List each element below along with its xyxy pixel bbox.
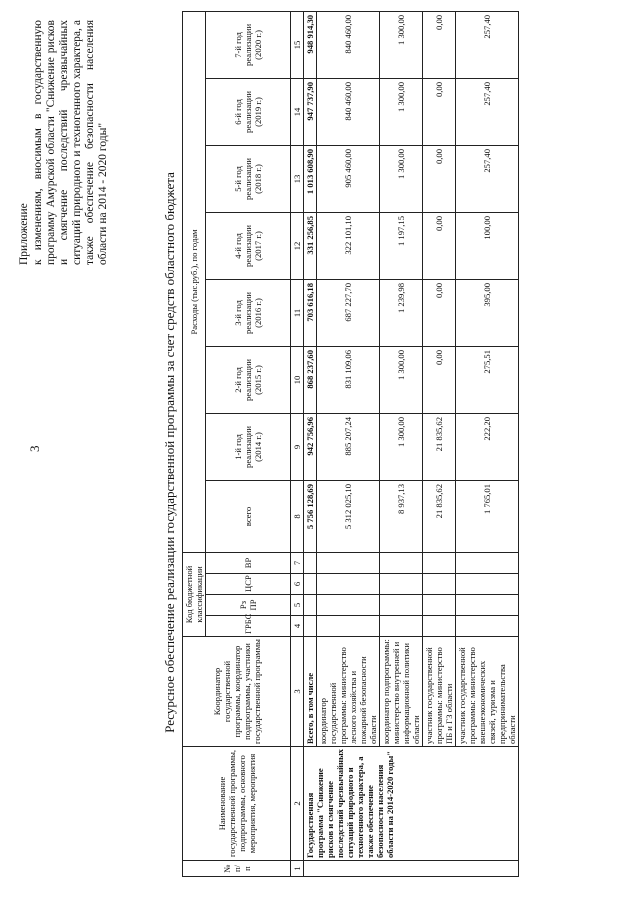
appendix-block: [18, 20, 110, 265]
value-cell: 942 756,96: [304, 413, 317, 480]
coordinator-cell: координатор государственной программы: министерство лесного хозяйства и пожарной безопасности области: [317, 637, 380, 747]
total-cell: 5 312 025,10: [317, 480, 380, 552]
appendix-text: к изменениям, вносимым в государственную программу Амурской области "Снижение рисков и смягчение последствий чрезвычайных ситуаций природного и техногенного характера, а также обеспечение безопасности населения области на 2014 - 2020 годы": [32, 20, 109, 265]
value-cell: 905 460,00: [317, 145, 380, 212]
col-number: 5: [291, 595, 304, 616]
value-cell: 257,40: [456, 145, 519, 212]
col-number: 11: [291, 279, 304, 346]
header-year-1: 1-й год реализации (2014 г.): [206, 413, 291, 480]
value-cell: 703 616,18: [304, 279, 317, 346]
col-number: 7: [291, 552, 304, 573]
header-year-4: 4-й год реализации (2017 г.): [206, 212, 291, 279]
header-year-6: 6-й год реализации (2019 г.): [206, 78, 291, 145]
program-name: Государственная программа "Снижение рисков и смягчение последствий чрезвычайных ситуаций природного и техногенного характера, а также обеспечение безопасности населения области на 2014-2020 годы": [304, 747, 519, 861]
col-number: 2: [291, 747, 304, 861]
value-cell: 100,00: [456, 212, 519, 279]
value-cell: 885 207,24: [317, 413, 380, 480]
header-year-3: 3-й год реализации (2016 г.): [206, 279, 291, 346]
value-cell: 0,00: [423, 279, 456, 346]
value-cell: 222,20: [456, 413, 519, 480]
col-number: 3: [291, 637, 304, 747]
value-cell: 1 300,00: [380, 346, 423, 413]
value-cell: 395,00: [456, 279, 519, 346]
col-number: 9: [291, 413, 304, 480]
coordinator-cell: участник государственной программы: министерство ПБ и ГЗ области: [423, 637, 456, 747]
value-cell: 831 109,06: [317, 346, 380, 413]
header-name: Наименование государственной программы, подпрограммы, основного мероприятия, мероприятия: [183, 747, 291, 861]
col-number: 14: [291, 78, 304, 145]
value-cell: 0,00: [423, 346, 456, 413]
col-number: 6: [291, 574, 304, 595]
value-cell: 0,00: [423, 145, 456, 212]
value-cell: 948 914,30: [304, 11, 317, 78]
total-cell: 1 765,01: [456, 480, 519, 552]
value-cell: 1 300,00: [380, 78, 423, 145]
table-row: [304, 11, 317, 876]
page-number: 3: [27, 445, 42, 452]
value-cell: 1 239,98: [380, 279, 423, 346]
value-cell: 21 835,62: [423, 413, 456, 480]
col-number: 15: [291, 11, 304, 78]
value-cell: 257,40: [456, 78, 519, 145]
value-cell: 331 256,85: [304, 212, 317, 279]
header-rzpr: Рз ПР: [206, 595, 291, 616]
resource-table: [182, 11, 519, 877]
col-number: 13: [291, 145, 304, 212]
value-cell: 0,00: [423, 212, 456, 279]
header-no: № п/п: [183, 861, 291, 877]
value-cell: 1 300,00: [380, 145, 423, 212]
value-cell: 0,00: [423, 78, 456, 145]
value-cell: 1 013 608,90: [304, 145, 317, 212]
row-number: [304, 861, 519, 877]
value-cell: 257,40: [456, 11, 519, 78]
col-number: 4: [291, 616, 304, 637]
table-title: Ресурсное обеспечение реализации государственной программы за счет средств областного бюджета: [162, 172, 177, 733]
value-cell: 275,51: [456, 346, 519, 413]
header-year-5: 5-й год реализации (2018 г.): [206, 145, 291, 212]
header-expenses: Расходы (тыс.руб.), по годам: [183, 11, 206, 552]
header-year-2: 2-й год реализации (2015 г.): [206, 346, 291, 413]
appendix-heading: Приложение: [18, 203, 30, 265]
total-cell: 21 835,62: [423, 480, 456, 552]
header-coordinator: Координатор государственной программы, координатор подпрограммы, участники государственной программы: [183, 637, 291, 747]
header-year-7: 7-й год реализации (2020 г.): [206, 11, 291, 78]
header-budget-code: Код бюджетной классификации: [183, 552, 206, 636]
col-number: 8: [291, 480, 304, 552]
value-cell: 687 227,70: [317, 279, 380, 346]
header-vr: ВР: [206, 552, 291, 573]
value-cell: 0,00: [423, 11, 456, 78]
value-cell: 840 460,00: [317, 11, 380, 78]
header-csr: ЦСР: [206, 574, 291, 595]
col-number: 12: [291, 212, 304, 279]
col-number: 10: [291, 346, 304, 413]
value-cell: 1 300,00: [380, 413, 423, 480]
col-number: 1: [291, 861, 304, 877]
header-grbs: ГРБС: [206, 616, 291, 637]
coordinator-cell: Всего, в том числе: [304, 637, 317, 747]
value-cell: 840 460,00: [317, 78, 380, 145]
value-cell: 1 300,00: [380, 11, 423, 78]
coordinator-cell: координатор подпрограммы: министерство внутренней и информационной политики области: [380, 637, 423, 747]
header-total: всего: [206, 480, 291, 552]
value-cell: 1 197,15: [380, 212, 423, 279]
total-cell: 5 756 128,69: [304, 480, 317, 552]
total-cell: 8 937,13: [380, 480, 423, 552]
value-cell: 868 237,60: [304, 346, 317, 413]
coordinator-cell: участник государственной программы: министерство внешнеэкономических связей, туризма и предпринимательства области: [456, 637, 519, 747]
value-cell: 947 737,90: [304, 78, 317, 145]
value-cell: 322 101,10: [317, 212, 380, 279]
